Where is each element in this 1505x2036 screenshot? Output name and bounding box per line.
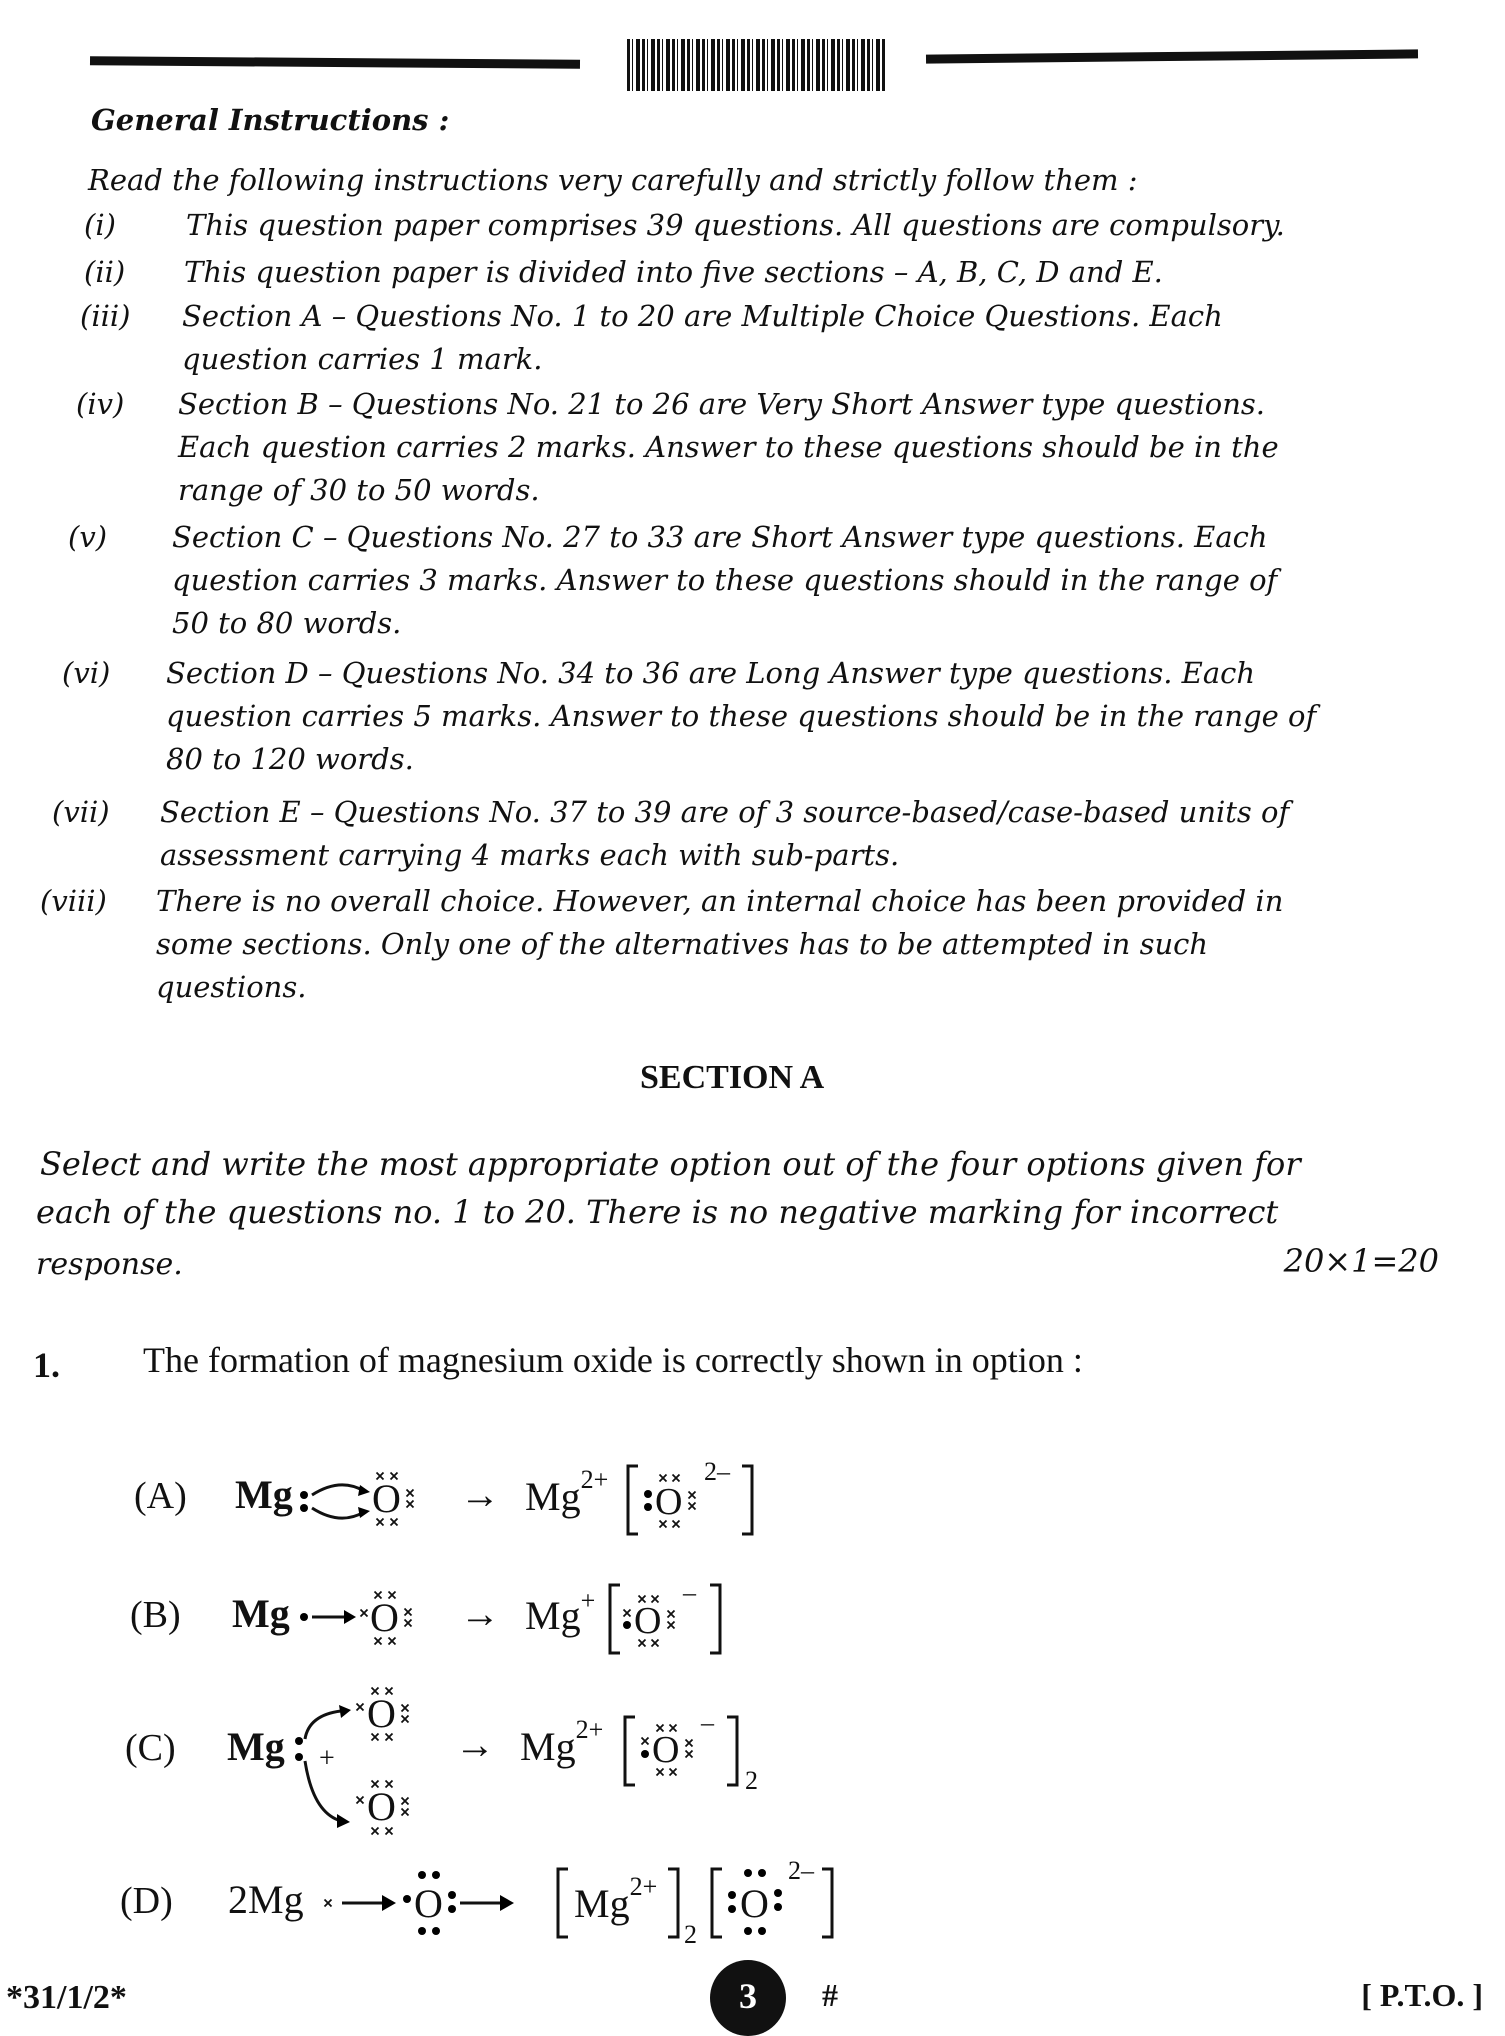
right-bracket (668, 1869, 678, 1937)
section-directions-2: each of the questions no. 1 to 20. There is no negative marking for incorrect (36, 1193, 1279, 1231)
instruction-line: range of 30 to 50 words. (178, 473, 540, 507)
option-label: (A) (134, 1475, 187, 1517)
product-charge: 2+ (575, 1715, 604, 1744)
electron-cross-icon (624, 1610, 631, 1617)
arrow: → (460, 1591, 500, 1636)
product (520, 1715, 603, 1769)
section-directions-1: Select and write the most appropriate option out of the four options given for (40, 1145, 1301, 1183)
instructions-intro: Read the following instructions very carefully and strictly follow them : (88, 163, 1138, 197)
instruction-label: (vii) (52, 795, 110, 829)
option-b (120, 1555, 840, 1665)
option-d (110, 1845, 910, 1955)
reactant: Mg (227, 1724, 285, 1769)
instruction-label: (vi) (62, 656, 111, 690)
product-charge: 2+ (580, 1465, 609, 1494)
transfer-arrow-icon (312, 1610, 356, 1624)
product-symbol: Mg (525, 1474, 581, 1519)
arrow: → (455, 1722, 495, 1767)
electron-dots-icon (300, 1491, 308, 1512)
instruction-label: (ii) (84, 255, 126, 289)
instruction-label: (iii) (80, 299, 131, 333)
oxide-ion: O (740, 1881, 769, 1926)
option-a (120, 1440, 840, 1550)
reactant: Mg (232, 1591, 290, 1636)
header-rule-right (926, 49, 1418, 63)
option-label: (B) (130, 1594, 181, 1636)
electron-cross-icon (325, 1900, 332, 1907)
oxide-atom: O (414, 1881, 443, 1926)
product (574, 1872, 657, 1926)
instruction-label: (viii) (40, 884, 107, 918)
ion-charge: – (683, 1578, 696, 1607)
transfer-arrow-icon (342, 1895, 396, 1911)
option-label: (D) (120, 1880, 173, 1922)
instruction-line: Each question carries 2 marks. Answer to these questions should be in the (178, 430, 1279, 464)
barcode (627, 39, 886, 91)
section-directions-3: response. (36, 1247, 183, 1282)
right-bracket (742, 1466, 752, 1534)
instruction-line: assessment carrying 4 marks each with sub-parts. (160, 838, 900, 872)
instruction-label: (i) (84, 208, 116, 242)
oxide-ion: O (655, 1481, 683, 1523)
product-charge: + (580, 1586, 596, 1615)
subscript: 2 (745, 1766, 758, 1795)
reaction-arrow-icon (460, 1895, 514, 1911)
oxygen-atom: O (370, 1595, 399, 1640)
electron-cross-icon (642, 1738, 649, 1745)
right-bracket (710, 1585, 720, 1653)
instructions-title: General Instructions : (91, 103, 450, 137)
ion-charge: 2– (704, 1457, 730, 1486)
product-symbol: Mg (574, 1881, 630, 1926)
electron-dot-icon (300, 1613, 308, 1621)
product (525, 1465, 608, 1519)
instruction-line: question carries 1 mark. (182, 342, 543, 376)
question-text: The formation of magnesium oxide is correctly shown in option : (143, 1340, 1083, 1380)
pto-label: [ P.T.O. ] (1361, 1977, 1483, 2013)
oxide-ion: O (634, 1600, 662, 1642)
product-charge: 2+ (629, 1872, 658, 1901)
instruction-line: Section B – Questions No. 21 to 26 are Very Short Answer type questions. (178, 387, 1265, 421)
page-number: 3 (739, 1976, 757, 2016)
right-bracket (727, 1717, 737, 1785)
right-bracket (822, 1869, 832, 1937)
left-bracket (628, 1466, 638, 1534)
electron-dot-icon (623, 1621, 631, 1629)
hash-mark: # (822, 1977, 838, 2013)
oxide-ion: O (652, 1729, 680, 1771)
electron-dots-icon (644, 1490, 652, 1511)
instruction-line: Section D – Questions No. 34 to 36 are Long Answer type questions. Each (166, 656, 1256, 690)
instruction-line: 50 to 80 words. (172, 606, 402, 640)
question-number: 1. (33, 1345, 60, 1385)
paper-code: *31/1/2* (6, 1979, 127, 2016)
instruction-label: (v) (68, 520, 108, 554)
instruction-line: question carries 5 marks. Answer to these questions should be in the range of (166, 699, 1317, 733)
ion-charge: 2– (788, 1856, 814, 1885)
product (525, 1586, 595, 1638)
left-bracket (625, 1717, 635, 1785)
oxygen-atom: O (372, 1476, 401, 1521)
section-title: SECTION A (640, 1059, 825, 1096)
plus: + (319, 1743, 335, 1774)
electron-dot-icon (641, 1750, 649, 1758)
product-symbol: Mg (525, 1593, 581, 1638)
oxygen-atom-bottom: O (367, 1784, 396, 1829)
ion-charge: – (701, 1708, 714, 1737)
subscript: 2 (684, 1920, 697, 1949)
arrow: → (460, 1472, 500, 1517)
header-rule-left (90, 56, 580, 68)
instruction-line: This question paper is divided into five sections – A, B, C, D and E. (184, 255, 1163, 289)
instruction-line: Section E – Questions No. 37 to 39 are of 3 source-based/case-based units of (160, 795, 1290, 829)
left-bracket (558, 1869, 568, 1937)
option-label: (C) (125, 1727, 176, 1769)
reactant: 2Mg (228, 1877, 304, 1922)
left-bracket (712, 1869, 722, 1937)
instruction-label: (iv) (76, 387, 125, 421)
option-c (115, 1655, 835, 1845)
instruction-line: questions. (156, 970, 307, 1004)
transfer-arrows-icon (312, 1485, 370, 1518)
instruction-line: question carries 3 marks. Answer to these questions should in the range of (172, 563, 1278, 597)
left-bracket (610, 1585, 620, 1653)
product-symbol: Mg (520, 1724, 576, 1769)
instruction-line: This question paper comprises 39 questions. All questions are compulsory. (186, 208, 1285, 242)
page-number-badge (710, 1960, 786, 2036)
instruction-line: some sections. Only one of the alternatives has to be attempted in such (156, 927, 1209, 961)
oxygen-atom-top: O (367, 1691, 396, 1736)
instruction-line: 80 to 120 words. (166, 742, 414, 776)
reactant: Mg (235, 1472, 293, 1517)
electron-dots-icon (295, 1737, 303, 1761)
instruction-line: There is no overall choice. However, an internal choice has been provided in (156, 884, 1284, 918)
section-marks: 20×1=20 (1283, 1242, 1439, 1280)
instruction-line: Section A – Questions No. 1 to 20 are Multiple Choice Questions. Each (182, 299, 1223, 333)
instruction-line: Section C – Questions No. 27 to 33 are Short Answer type questions. Each (172, 520, 1268, 554)
